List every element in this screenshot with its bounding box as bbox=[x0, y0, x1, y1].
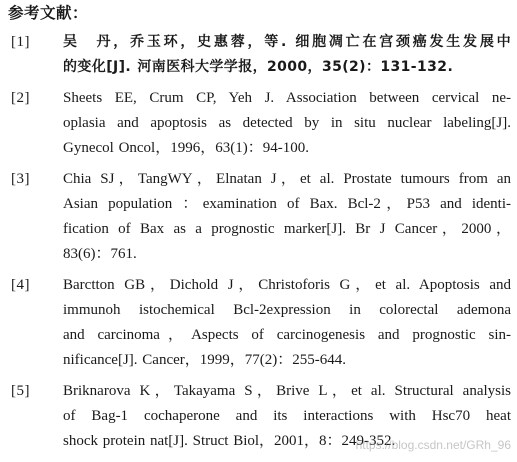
reference-number: [1] bbox=[11, 34, 30, 50]
reference-text bbox=[63, 86, 511, 161]
reference-item bbox=[0, 30, 517, 80]
reference-item bbox=[0, 167, 517, 267]
references-heading: 参考文献： bbox=[8, 5, 89, 22]
reference-number: [2] bbox=[11, 90, 30, 106]
watermark-text: https://blog.csdn.net/GRh_96 bbox=[355, 438, 511, 452]
reference-line: 吴 丹，乔玉环，史惠蓉，等. 细胞凋亡在宫颈癌发生发展中 bbox=[63, 34, 511, 50]
reference-number: [4] bbox=[11, 277, 30, 293]
reference-line: and carcinoma，Aspects of carcinogenesis and prognostic sin- bbox=[63, 327, 511, 343]
reference-line: of Bag-1 cochaperone and its interactions with Hsc70 heat bbox=[63, 408, 511, 424]
reference-item bbox=[0, 273, 517, 373]
reference-line: Barctton GB，Dichold J，Christoforis G，et al. Apoptosis and bbox=[63, 277, 511, 293]
reference-line: Asian population ：examination of Bax. Bcl-2，P53 and identi- bbox=[63, 196, 511, 212]
reference-line: Sheets EE, Crum CP, Yeh J. Association between cervical ne- bbox=[63, 90, 511, 106]
reference-item bbox=[0, 86, 517, 161]
reference-text bbox=[63, 30, 511, 80]
reference-line: 的变化[J]. 河南医科大学学报，2000，35(2)：131-132. bbox=[63, 59, 454, 75]
reference-line: shock protein nat[J]. Struct Biol，2001，8：249-352. bbox=[63, 433, 396, 449]
reference-line: oplasia and apoptosis as detected by in situ nuclear labeling[J]. bbox=[63, 115, 511, 131]
reference-line: Gynecol Oncol，1996，63(1)：94-100. bbox=[63, 140, 309, 156]
reference-line: immunoh istochemical Bcl-2expression in colorectal ademona bbox=[63, 302, 511, 318]
reference-line: Briknarova K，Takayama S，Brive L，et al. Structural analysis bbox=[63, 383, 511, 399]
reference-line: nificance[J]. Cancer，1999，77(2)：255-644. bbox=[63, 352, 346, 368]
reference-line: Chia SJ，TangWY，Elnatan J，et al. Prostate tumours from an bbox=[63, 171, 511, 187]
reference-line: 83(6)：761. bbox=[63, 246, 137, 262]
reference-line: fication of Bax as a prognostic marker[J]. Br J Cancer，2000， bbox=[63, 221, 511, 237]
reference-text bbox=[63, 167, 511, 267]
reference-number: [5] bbox=[11, 383, 30, 399]
reference-text bbox=[63, 273, 511, 373]
reference-number: [3] bbox=[11, 171, 30, 187]
reference-list bbox=[0, 30, 517, 460]
